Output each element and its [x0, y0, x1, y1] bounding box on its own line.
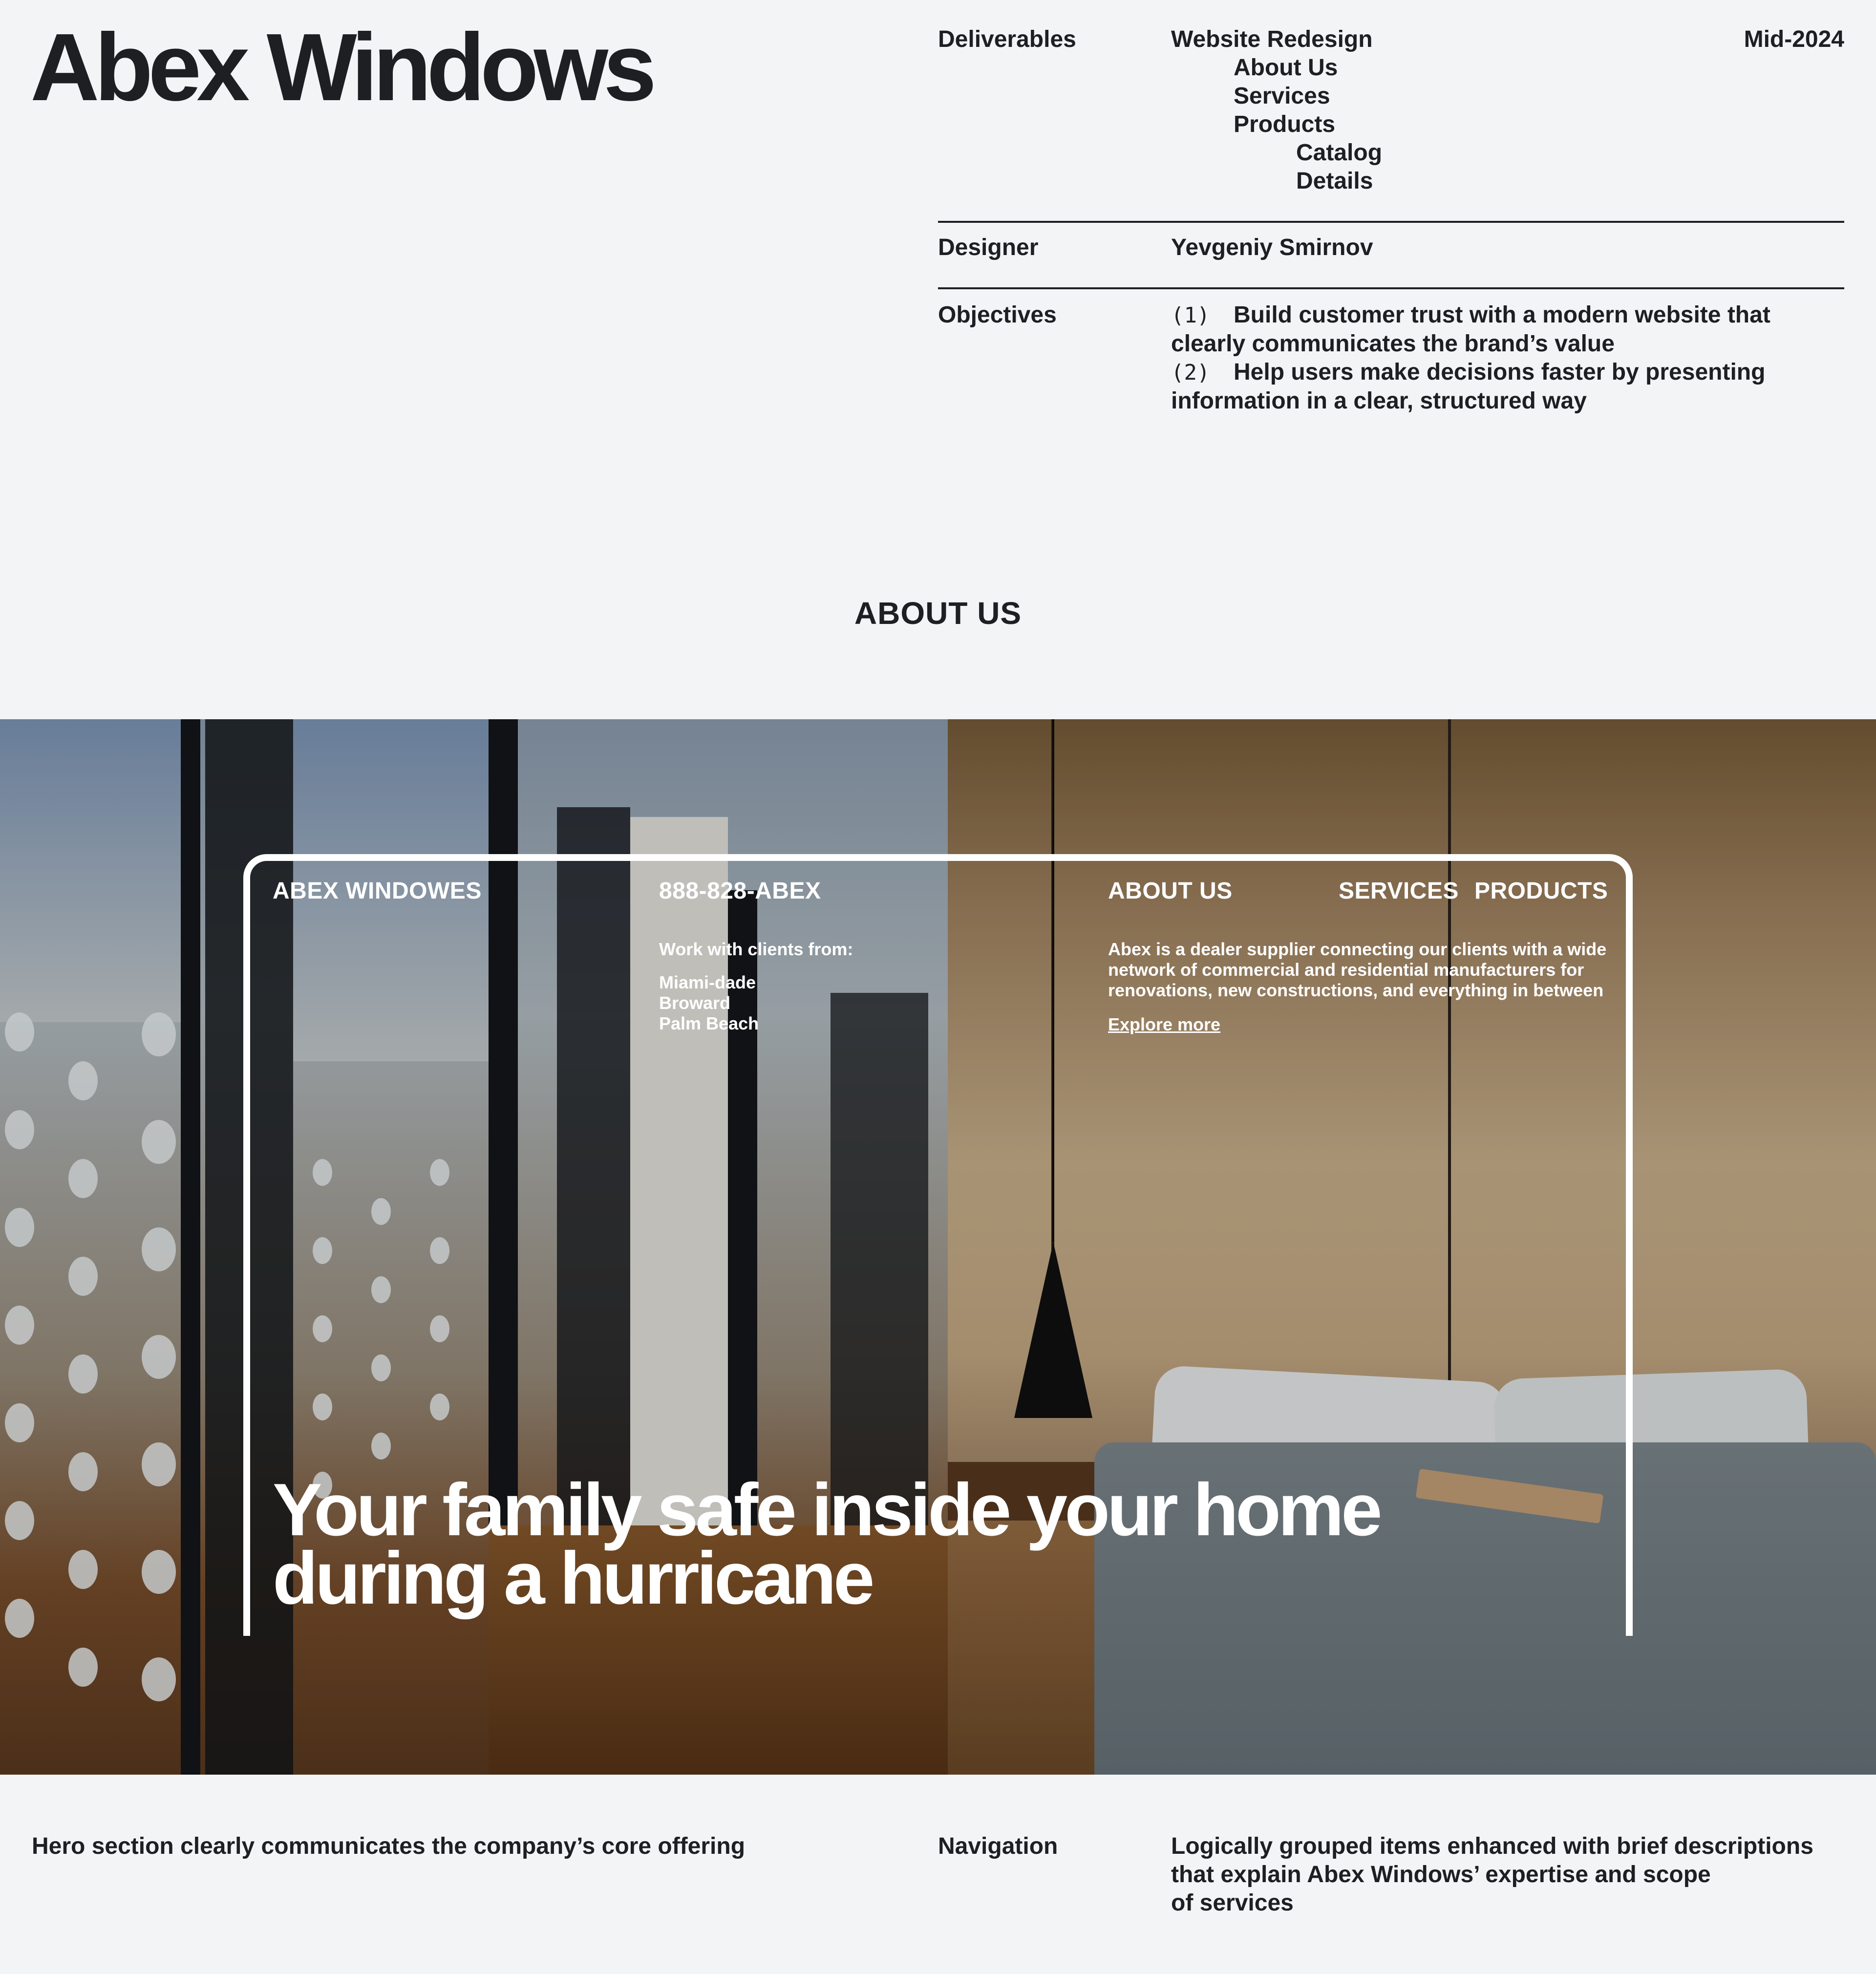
designer-label: Designer: [938, 235, 1039, 260]
project-title: Abex Windows: [30, 14, 652, 121]
about-description: [1108, 939, 1606, 1001]
deliverable-item: Catalog: [1296, 140, 1383, 166]
phone-link[interactable]: 888-828-ABEX: [659, 878, 821, 904]
headline-line: during a hurricane: [273, 1537, 872, 1620]
objectives-label: Objectives: [938, 302, 1057, 328]
objective-item: [1171, 301, 1806, 330]
project-date: Mid-2024: [1744, 26, 1844, 52]
navigation-label: Navigation: [938, 1833, 1058, 1859]
objective-text-continued: information in a clear, structured way: [1171, 388, 1587, 414]
section-heading: ABOUT US: [854, 596, 1022, 631]
navigation-line: Logically grouped items enhanced with brief descriptions: [1171, 1833, 1813, 1859]
nav-services[interactable]: SERVICES: [1339, 878, 1459, 904]
objectives-list: [1171, 301, 1806, 415]
site-logo[interactable]: ABEX WINDOWES: [273, 878, 482, 904]
deliverable-item: Services: [1234, 83, 1330, 109]
objective-text: Build customer trust with a modern website that: [1234, 302, 1770, 328]
objective-number: (2): [1171, 360, 1210, 385]
hero-headline: [273, 1468, 1543, 1620]
client-region: Broward: [659, 993, 731, 1013]
designer-name: Yevgeniy Smirnov: [1171, 235, 1373, 260]
clients-list: [659, 972, 759, 1034]
deliverable-item: Website Redesign: [1171, 26, 1373, 52]
divider: [938, 221, 1844, 223]
about-line: Abex is a dealer supplier connecting our clients with a wide: [1108, 939, 1607, 959]
headline-line: Your family safe inside your home: [273, 1468, 1380, 1551]
nav-about-us[interactable]: ABOUT US: [1108, 878, 1233, 904]
navigation-line: of services: [1171, 1890, 1294, 1916]
objective-item: [1171, 358, 1806, 387]
deliverable-item: Details: [1296, 168, 1373, 194]
clients-label: Work with clients from:: [659, 939, 853, 959]
navigation-line: that explain Abex Windows’ expertise and scope: [1171, 1862, 1711, 1888]
divider: [938, 287, 1844, 289]
about-line: renovations, new constructions, and everything in between: [1108, 980, 1604, 1000]
deliverable-item: About Us: [1234, 55, 1338, 81]
deliverable-item: Products: [1234, 111, 1336, 137]
client-region: Miami-dade: [659, 972, 756, 992]
deliverables-label: Deliverables: [938, 26, 1076, 52]
objective-number: (1): [1171, 303, 1210, 328]
objective-text: Help users make decisions faster by presenting: [1234, 359, 1766, 385]
navigation-description: [1171, 1832, 1813, 1917]
objective-text-continued: clearly communicates the brand’s value: [1171, 331, 1615, 357]
explore-more-link[interactable]: Explore more: [1108, 1014, 1221, 1034]
nav-products[interactable]: PRODUCTS: [1474, 878, 1608, 904]
deliverables-list: [1171, 25, 1382, 195]
hero-note: Hero section clearly communicates the company’s core offering: [32, 1833, 746, 1859]
about-line: network of commercial and residential manufacturers for: [1108, 960, 1584, 980]
client-region: Palm Beach: [659, 1013, 759, 1033]
